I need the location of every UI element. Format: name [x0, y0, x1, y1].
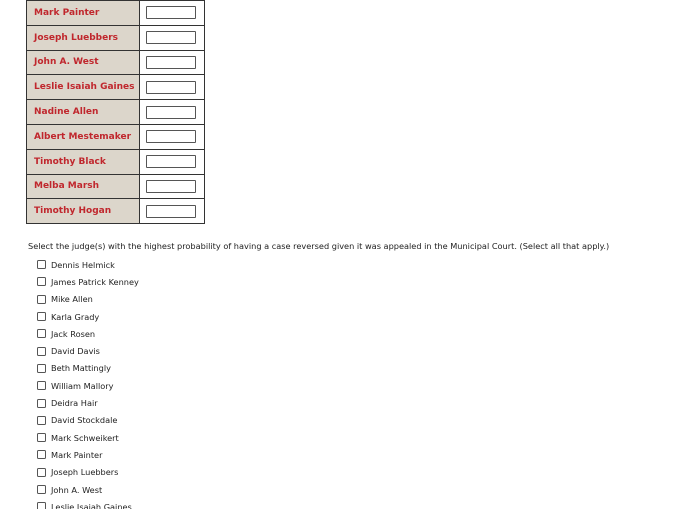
answer-cell [140, 25, 205, 50]
table-row [27, 75, 205, 100]
judges-table [26, 0, 205, 224]
judge-name-cell: Leslie Isaiah Gaines [27, 75, 140, 100]
checkbox[interactable] [37, 295, 46, 304]
checkbox[interactable] [37, 502, 46, 509]
list-item[interactable] [37, 429, 139, 446]
list-item[interactable] [37, 481, 139, 498]
judge-options-list [37, 256, 139, 509]
list-item[interactable] [37, 256, 139, 273]
judge-name-cell: Albert Mestemaker [27, 124, 140, 149]
judge-name-cell: Melba Marsh [27, 174, 140, 199]
option-label[interactable]: David Stockdale [51, 415, 118, 426]
answer-cell [140, 100, 205, 125]
checkbox[interactable] [37, 347, 46, 356]
list-item[interactable] [37, 377, 139, 394]
answer-input[interactable] [146, 155, 196, 168]
answer-cell [140, 174, 205, 199]
table-row [27, 199, 205, 224]
table-row [27, 149, 205, 174]
list-item[interactable] [37, 464, 139, 481]
answer-cell [140, 50, 205, 75]
list-item[interactable] [37, 342, 139, 359]
option-label[interactable]: Mike Allen [51, 294, 93, 305]
checkbox[interactable] [37, 381, 46, 390]
checkbox[interactable] [37, 399, 46, 408]
checkbox[interactable] [37, 277, 46, 286]
answer-input[interactable] [146, 106, 196, 119]
list-item[interactable] [37, 498, 139, 509]
table-row [27, 100, 205, 125]
option-label[interactable]: James Patrick Kenney [51, 276, 139, 287]
answer-cell [140, 1, 205, 26]
list-item[interactable] [37, 360, 139, 377]
option-label[interactable]: John A. West [51, 484, 103, 495]
option-label[interactable]: Deidra Hair [51, 398, 98, 409]
question-text: Select the judge(s) with the highest probability of having a case reversed given it was appealed in the Municipal Court. (Select all that apply.) [28, 241, 610, 251]
table-row [27, 1, 205, 26]
table-row [27, 174, 205, 199]
judge-name-cell: Mark Painter [27, 1, 140, 26]
answer-input[interactable] [146, 130, 196, 143]
list-item[interactable] [37, 291, 139, 308]
option-label[interactable]: William Mallory [51, 380, 114, 391]
answer-input[interactable] [146, 205, 196, 218]
checkbox[interactable] [37, 260, 46, 269]
judge-name-cell: Joseph Luebbers [27, 25, 140, 50]
answer-input[interactable] [146, 56, 196, 69]
checkbox[interactable] [37, 468, 46, 477]
answer-input[interactable] [146, 6, 196, 19]
judge-name-cell: John A. West [27, 50, 140, 75]
table-row [27, 124, 205, 149]
checkbox[interactable] [37, 433, 46, 442]
option-label[interactable]: David Davis [51, 346, 100, 357]
option-label[interactable]: Dennis Helmick [51, 259, 115, 270]
option-label[interactable]: Joseph Luebbers [51, 467, 119, 478]
judge-name-cell: Timothy Hogan [27, 199, 140, 224]
answer-cell [140, 199, 205, 224]
list-item[interactable] [37, 412, 139, 429]
checkbox[interactable] [37, 364, 46, 373]
option-label[interactable]: Jack Rosen [51, 328, 96, 339]
answer-input[interactable] [146, 180, 196, 193]
list-item[interactable] [37, 273, 139, 290]
judge-name-cell: Timothy Black [27, 149, 140, 174]
list-item[interactable] [37, 446, 139, 463]
checkbox[interactable] [37, 416, 46, 425]
answer-input[interactable] [146, 81, 196, 94]
list-item[interactable] [37, 394, 139, 411]
option-label[interactable]: Leslie Isaiah Gaines [51, 501, 132, 509]
option-label[interactable]: Beth Mattingly [51, 363, 111, 374]
checkbox[interactable] [37, 312, 46, 321]
checkbox[interactable] [37, 329, 46, 338]
answer-cell [140, 149, 205, 174]
table-row [27, 25, 205, 50]
checkbox[interactable] [37, 485, 46, 494]
option-label[interactable]: Karla Grady [51, 311, 100, 322]
table-row [27, 50, 205, 75]
judge-name-cell: Nadine Allen [27, 100, 140, 125]
answer-cell [140, 124, 205, 149]
answer-cell [140, 75, 205, 100]
list-item[interactable] [37, 325, 139, 342]
option-label[interactable]: Mark Painter [51, 449, 103, 460]
list-item[interactable] [37, 308, 139, 325]
option-label[interactable]: Mark Schweikert [51, 432, 119, 443]
checkbox[interactable] [37, 450, 46, 459]
answer-input[interactable] [146, 31, 196, 44]
